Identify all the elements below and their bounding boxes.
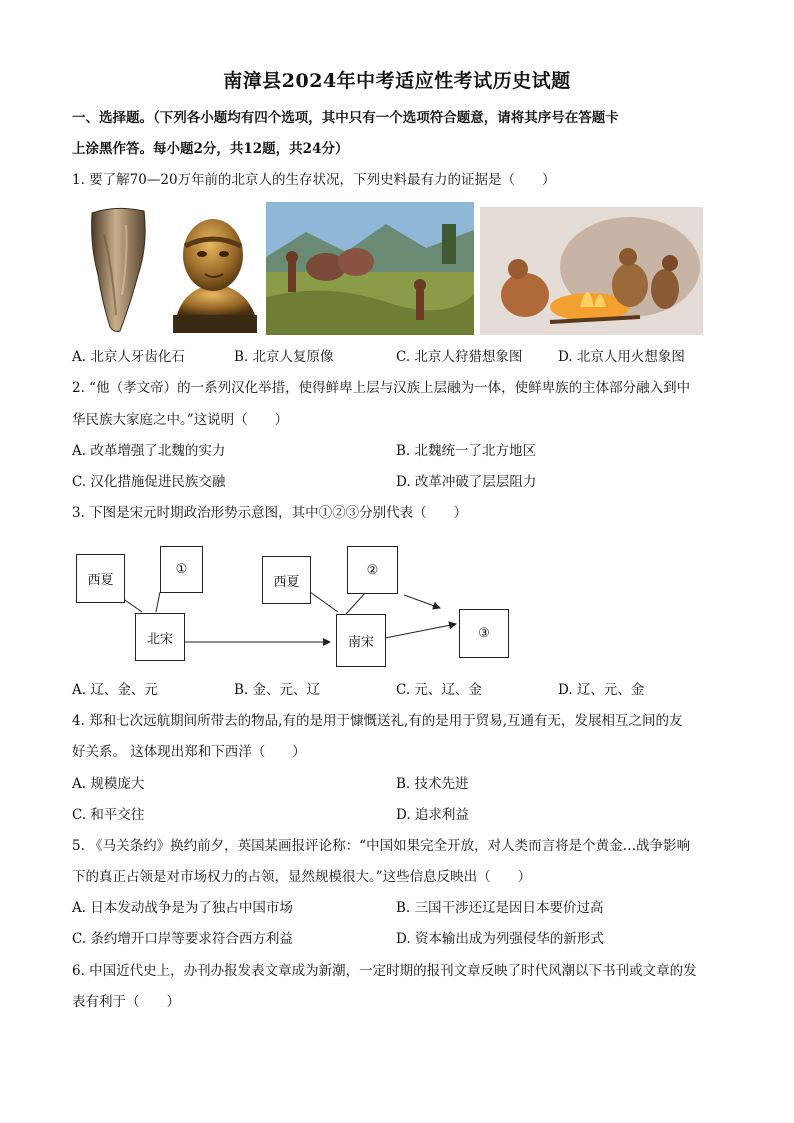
q4-option-d[interactable]: D. 追求利益 [396,807,469,823]
q5-option-b[interactable]: B. 三国干涉还辽是因日本要价过高 [396,900,604,916]
q4-stem-line-1: 4. 郑和七次远航期间所带去的物品,有的是用于慷慨送礼,有的是用于贸易,互通有无，发展相互之间的友 [72,713,683,729]
q2-option-b[interactable]: B. 北魏统一了北方地区 [396,443,537,459]
q3-option-a[interactable]: A. 辽、金、元 [72,682,158,698]
q5-option-c[interactable]: C. 条约增开口岸等要求符合西方利益 [72,931,293,947]
diagram-box-three: ③ [459,609,509,658]
q2-stem-line-1: 2. “他（孝文帝）的一系列汉化举措，使得鲜卑上层与汉族上层融为一体，使鲜卑族的主体部分融入到中 [72,380,691,396]
q5-option-a[interactable]: A. 日本发动战争是为了独占中国市场 [72,900,293,916]
q3-stem: 3. 下图是宋元时期政治形势示意图，其中①②③分别代表（ ） [72,505,468,521]
q2-option-c[interactable]: C. 汉化措施促进民族交融 [72,474,226,490]
q1-option-a[interactable]: A. 北京人牙齿化石 [72,349,185,365]
section-heading-line-2: 上涂黑作答。每小题2分，共12题，共24分） [72,141,349,157]
diagram-box-one: ① [160,546,203,593]
diagram-box-xixia-right: 西夏 [262,556,311,604]
q3-option-c[interactable]: C. 元、辽、金 [396,682,482,698]
q5-option-d[interactable]: D. 资本输出成为列强侵华的新形式 [396,931,604,947]
q1-option-d[interactable]: D. 北京人用火想象图 [558,349,685,365]
q4-stem-line-2: 好关系。 这体现出郑和下西洋（ ） [72,744,306,760]
q2-stem-line-2: 华民族大家庭之中。”这说明（ ） [72,412,289,428]
diagram-box-nansong: 南宋 [336,614,386,667]
q1-option-b[interactable]: B. 北京人复原像 [234,349,334,365]
q1-stem: 1. 要了解70—20万年前的北京人的生存状况，下列史料最有力的证据是（ ） [72,172,556,188]
q2-option-d[interactable]: D. 改革冲破了层层阻力 [396,474,537,490]
q3-option-b[interactable]: B. 金、元、辽 [234,682,321,698]
q5-stem-line-1: 5. 《马关条约》换约前夕，英国某画报评论称：“中国如果完全开放，对人类而言将是个黄金…战争影响 [72,838,691,854]
q3-option-d[interactable]: D. 辽、元、金 [558,682,645,698]
diagram-box-beisong: 北宋 [135,613,185,661]
q4-option-c[interactable]: C. 和平交往 [72,807,145,823]
q5-stem-line-2: 下的真正占领是对市场权力的占领，显然规模很大。”这些信息反映出（ ） [72,869,532,885]
q1-option-c[interactable]: C. 北京人狩猎想象图 [396,349,523,365]
page-title: 南漳县2024年中考适应性考试历史试题 [223,70,571,92]
q6-stem-line-1: 6. 中国近代史上，办刊办报发表文章成为新潮，一定时期的报刊文章反映了时代风潮以下书刊或文章的发 [72,963,697,979]
q4-option-b[interactable]: B. 技术先进 [396,776,469,792]
q6-stem-line-2: 表有利于（ ） [72,994,180,1010]
section-heading-line-1: 一、选择题。（下列各小题均有四个选项，其中只有一个选项符合题意，请将其序号在答题卡 [72,110,619,126]
diagram-box-two: ② [347,546,398,594]
q4-option-a[interactable]: A. 规模庞大 [72,776,145,792]
q2-option-a[interactable]: A. 改革增强了北魏的实力 [72,443,226,459]
diagram-box-xixia-left: 西夏 [76,554,125,603]
